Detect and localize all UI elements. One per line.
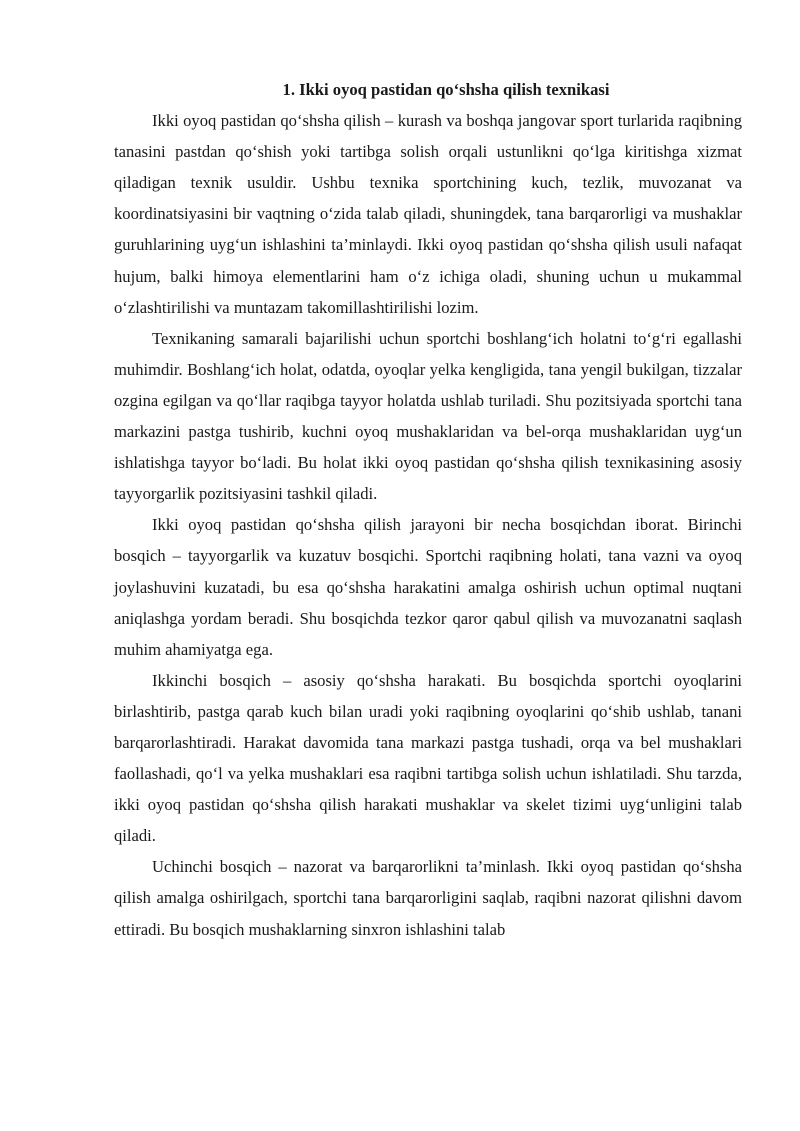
document-page [114, 74, 742, 945]
paragraph-5: Uchinchi bosqich – nazorat va barqarorlikni ta’minlash. Ikki oyoq pastidan qo‘shsha qilish amalga oshirilgach, sportchi tana barqarorligini saqlab, raqibni nazorat qilishni davom ettiradi. Bu bosqich mushaklarning sinxron ishlashini talab [114, 857, 742, 939]
section-title: 1. Ikki oyoq pastidan qo‘shsha qilish texnikasi [282, 80, 610, 99]
paragraph-4: Ikkinchi bosqich – asosiy qo‘shsha harakati. Bu bosqichda sportchi oyoqlarini birlashtirib, pastga qarab kuch bilan uradi yoki raqibning oyoqlarini qo‘shib ushlab, tanani barqarorlashtiradi. Harakat davomida tana markazi pastga tushadi, orqa va bel mushaklari faollashadi, qo‘l va yelka mushaklari esa raqibni tartibga solish uchun ishlatiladi. Shu tarzda, ikki oyoq pastidan qo‘shsha qilish harakati mushaklar va skelet tizimi uyg‘unligini talab qiladi. [114, 670, 742, 846]
paragraph-3: Ikki oyoq pastidan qo‘shsha qilish jarayoni bir necha bosqichdan iborat. Birinchi bosqich – tayyorgarlik va kuzatuv bosqichi. Sportchi raqibning holati, tana vazni va oyoq joylashuvini kuzatadi, bu esa qo‘shsha harakatini amalga oshirish uchun optimal nuqtani aniqlashga yordam beradi. Shu bosqichda tezkor qaror qabul qilish va muvozanatni saqlash muhim ahamiyatga ega. [114, 515, 742, 659]
paragraph-2: Texnikaning samarali bajarilishi uchun sportchi boshlang‘ich holatni to‘g‘ri egallashi muhimdir. Boshlang‘ich holat, odatda, oyoqlar yelka kengligida, tana yengil bukilgan, tizzalar ozgina egilgan va qo‘llar raqibga tayyor holatda ushlab turiladi. Shu pozitsiyada sportchi tana markazini pastga tushirib, kuchni oyoq mushaklaridan va bel-orqa mushaklaridan uyg‘un ishlatishga tayyor bo‘ladi. Bu holat ikki oyoq pastidan qo‘shsha qilish texnikasining asosiy tayyorgarlik pozitsiyasini tashkil qiladi. [114, 328, 742, 504]
paragraph-1: Ikki oyoq pastidan qo‘shsha qilish – kurash va boshqa jangovar sport turlarida raqibning tanasini pastdan qo‘shish yoki tartibga solish orqali ustunlikni qo‘lga kiritishga xizmat qiladigan texnik usuldir. Ushbu texnika sportchining kuch, tezlik, muvozanat va koordinatsiyasini bir vaqtning o‘zida talab qiladi, shuningdek, tana barqarorligi va mushaklar guruhlarining uyg‘un ishlashini ta’minlaydi. Ikki oyoq pastidan qo‘shsha qilish usuli nafaqat hujum, balki himoya elementlarini ham o‘z ichiga oladi, shuning uchun u mukammal o‘zlashtirilishi va muntazam takomillashtirilishi lozim. [114, 111, 742, 317]
